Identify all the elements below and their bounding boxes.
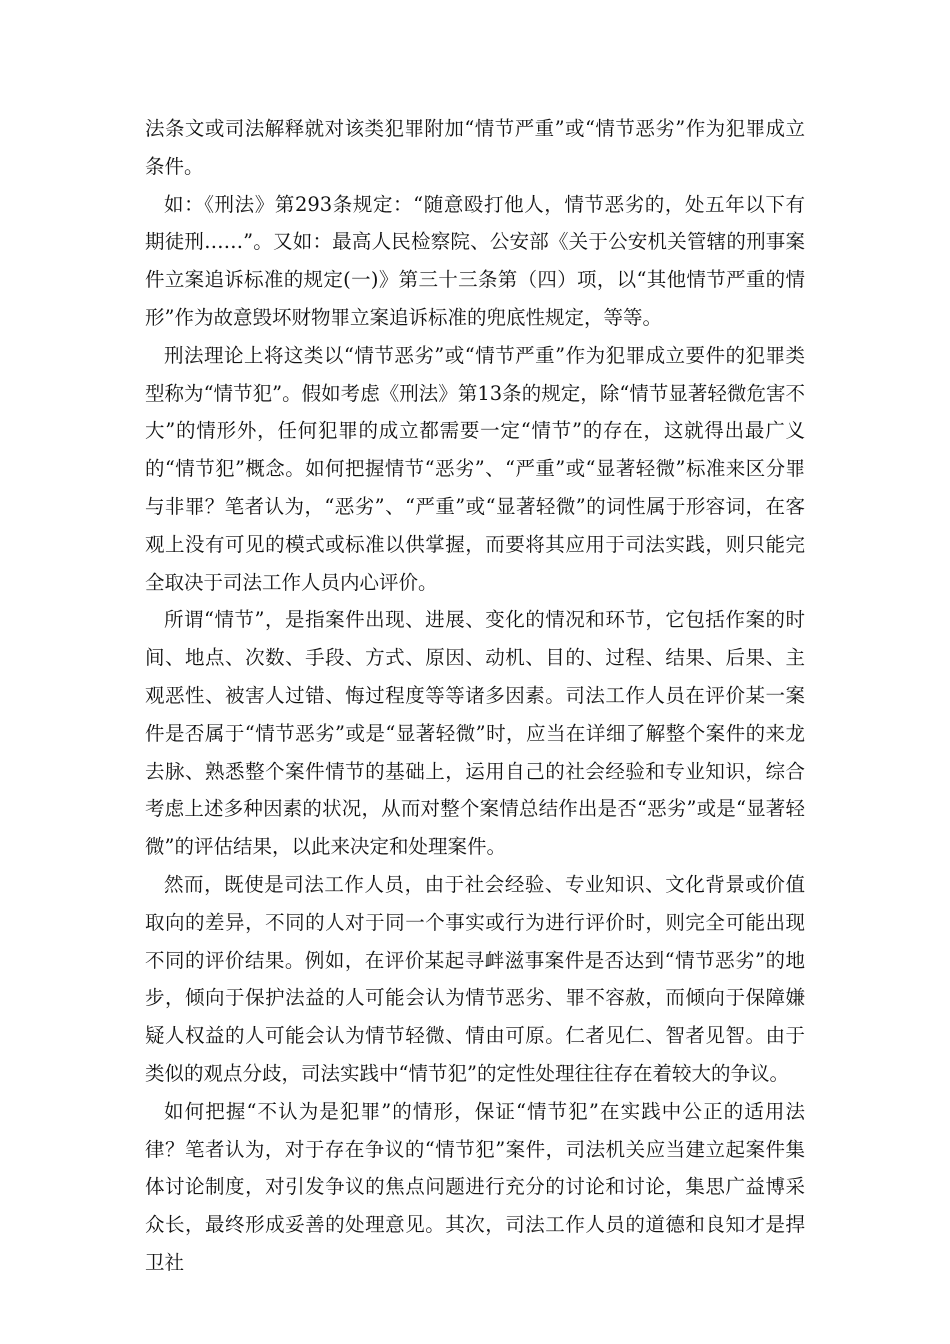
paragraph-examples: 如：《刑法》第293条规定：“随意殴打他人，情节恶劣的，处五年以下有期徒刑……”。又如：最高人民检察院、公安部《关于公安机关管辖的刑事案件立案追诉标准的规定(一)》第三十三条第（四）项，以“其他情节严重的情形”作为故意毁坏财物罪立案追诉标准的兜底性规定，等等。 <box>145 192 805 329</box>
paragraph-definition: 刑法理论上将这类以“情节恶劣”或“情节严重”作为犯罪成立要件的犯罪类型称为“情节犯”。假如考虑《刑法》第13条的规定，除“情节显著轻微危害不大”的情形外，任何犯罪的成立都需要一定“情节”的存在，这就得出最广义的“情节犯”概念。如何把握情节“恶劣”、“严重”或“显著轻微”标准来区分罪与非罪？笔者认为，“恶劣”、“严重”或“显著轻微”的词性属于形容词，在客观上没有可见的模式或标准以供掌握，而要将其应用于司法实践，则只能完全取决于司法工作人员内心评价。 <box>145 343 805 594</box>
paragraph-continuation: 法条文或司法解释就对该类犯罪附加“情节严重”或“情节恶劣”作为犯罪成立条件。 <box>145 117 805 178</box>
paragraph-differences: 然而，既使是司法工作人员，由于社会经验、专业知识、文化背景或价值取向的差异，不同的人对于同一个事实或行为进行评价时，则完全可能出现不同的评价结果。例如，在评价某起寻衅滋事案件是否达到“情节恶劣”的地步，倾向于保护法益的人可能会认为情节恶劣、罪不容赦，而倾向于保障嫌疑人权益的人可能会认为情节轻微、情由可原。仁者见仁、智者见智。由于类似的观点分歧，司法实践中“情节犯”的定性处理往往存在着较大的争议。 <box>145 872 805 1085</box>
paragraph-circumstances: 所谓“情节”，是指案件出现、进展、变化的情况和环节，它包括作案的时间、地点、次数、手段、方式、原因、动机、目的、过程、结果、后果、主观恶性、被害人过错、悔过程度等等诸多因素。司法工作人员在评价某一案件是否属于“情节恶劣”或是“显著轻微”时，应当在详细了解整个案件的来龙去脉、熟悉整个案件情节的基础上，运用自己的社会经验和专业知识，综合考虑上述多种因素的状况，从而对整个案情总结作出是否“恶劣”或是“显著轻微”的评估结果，以此来决定和处理案件。 <box>145 608 805 859</box>
paragraph-solution: 如何把握“不认为是犯罪”的情形，保证“情节犯”在实践中公正的适用法律？笔者认为，对于存在争议的“情节犯”案件，司法机关应当建立起案件集体讨论制度，对引发争议的焦点问题进行充分的讨论和讨论，集思广益博采众长，最终形成妥善的处理意见。其次，司法工作人员的道德和良知才是捍卫社 <box>145 1099 805 1274</box>
body-text <box>145 110 805 1282</box>
